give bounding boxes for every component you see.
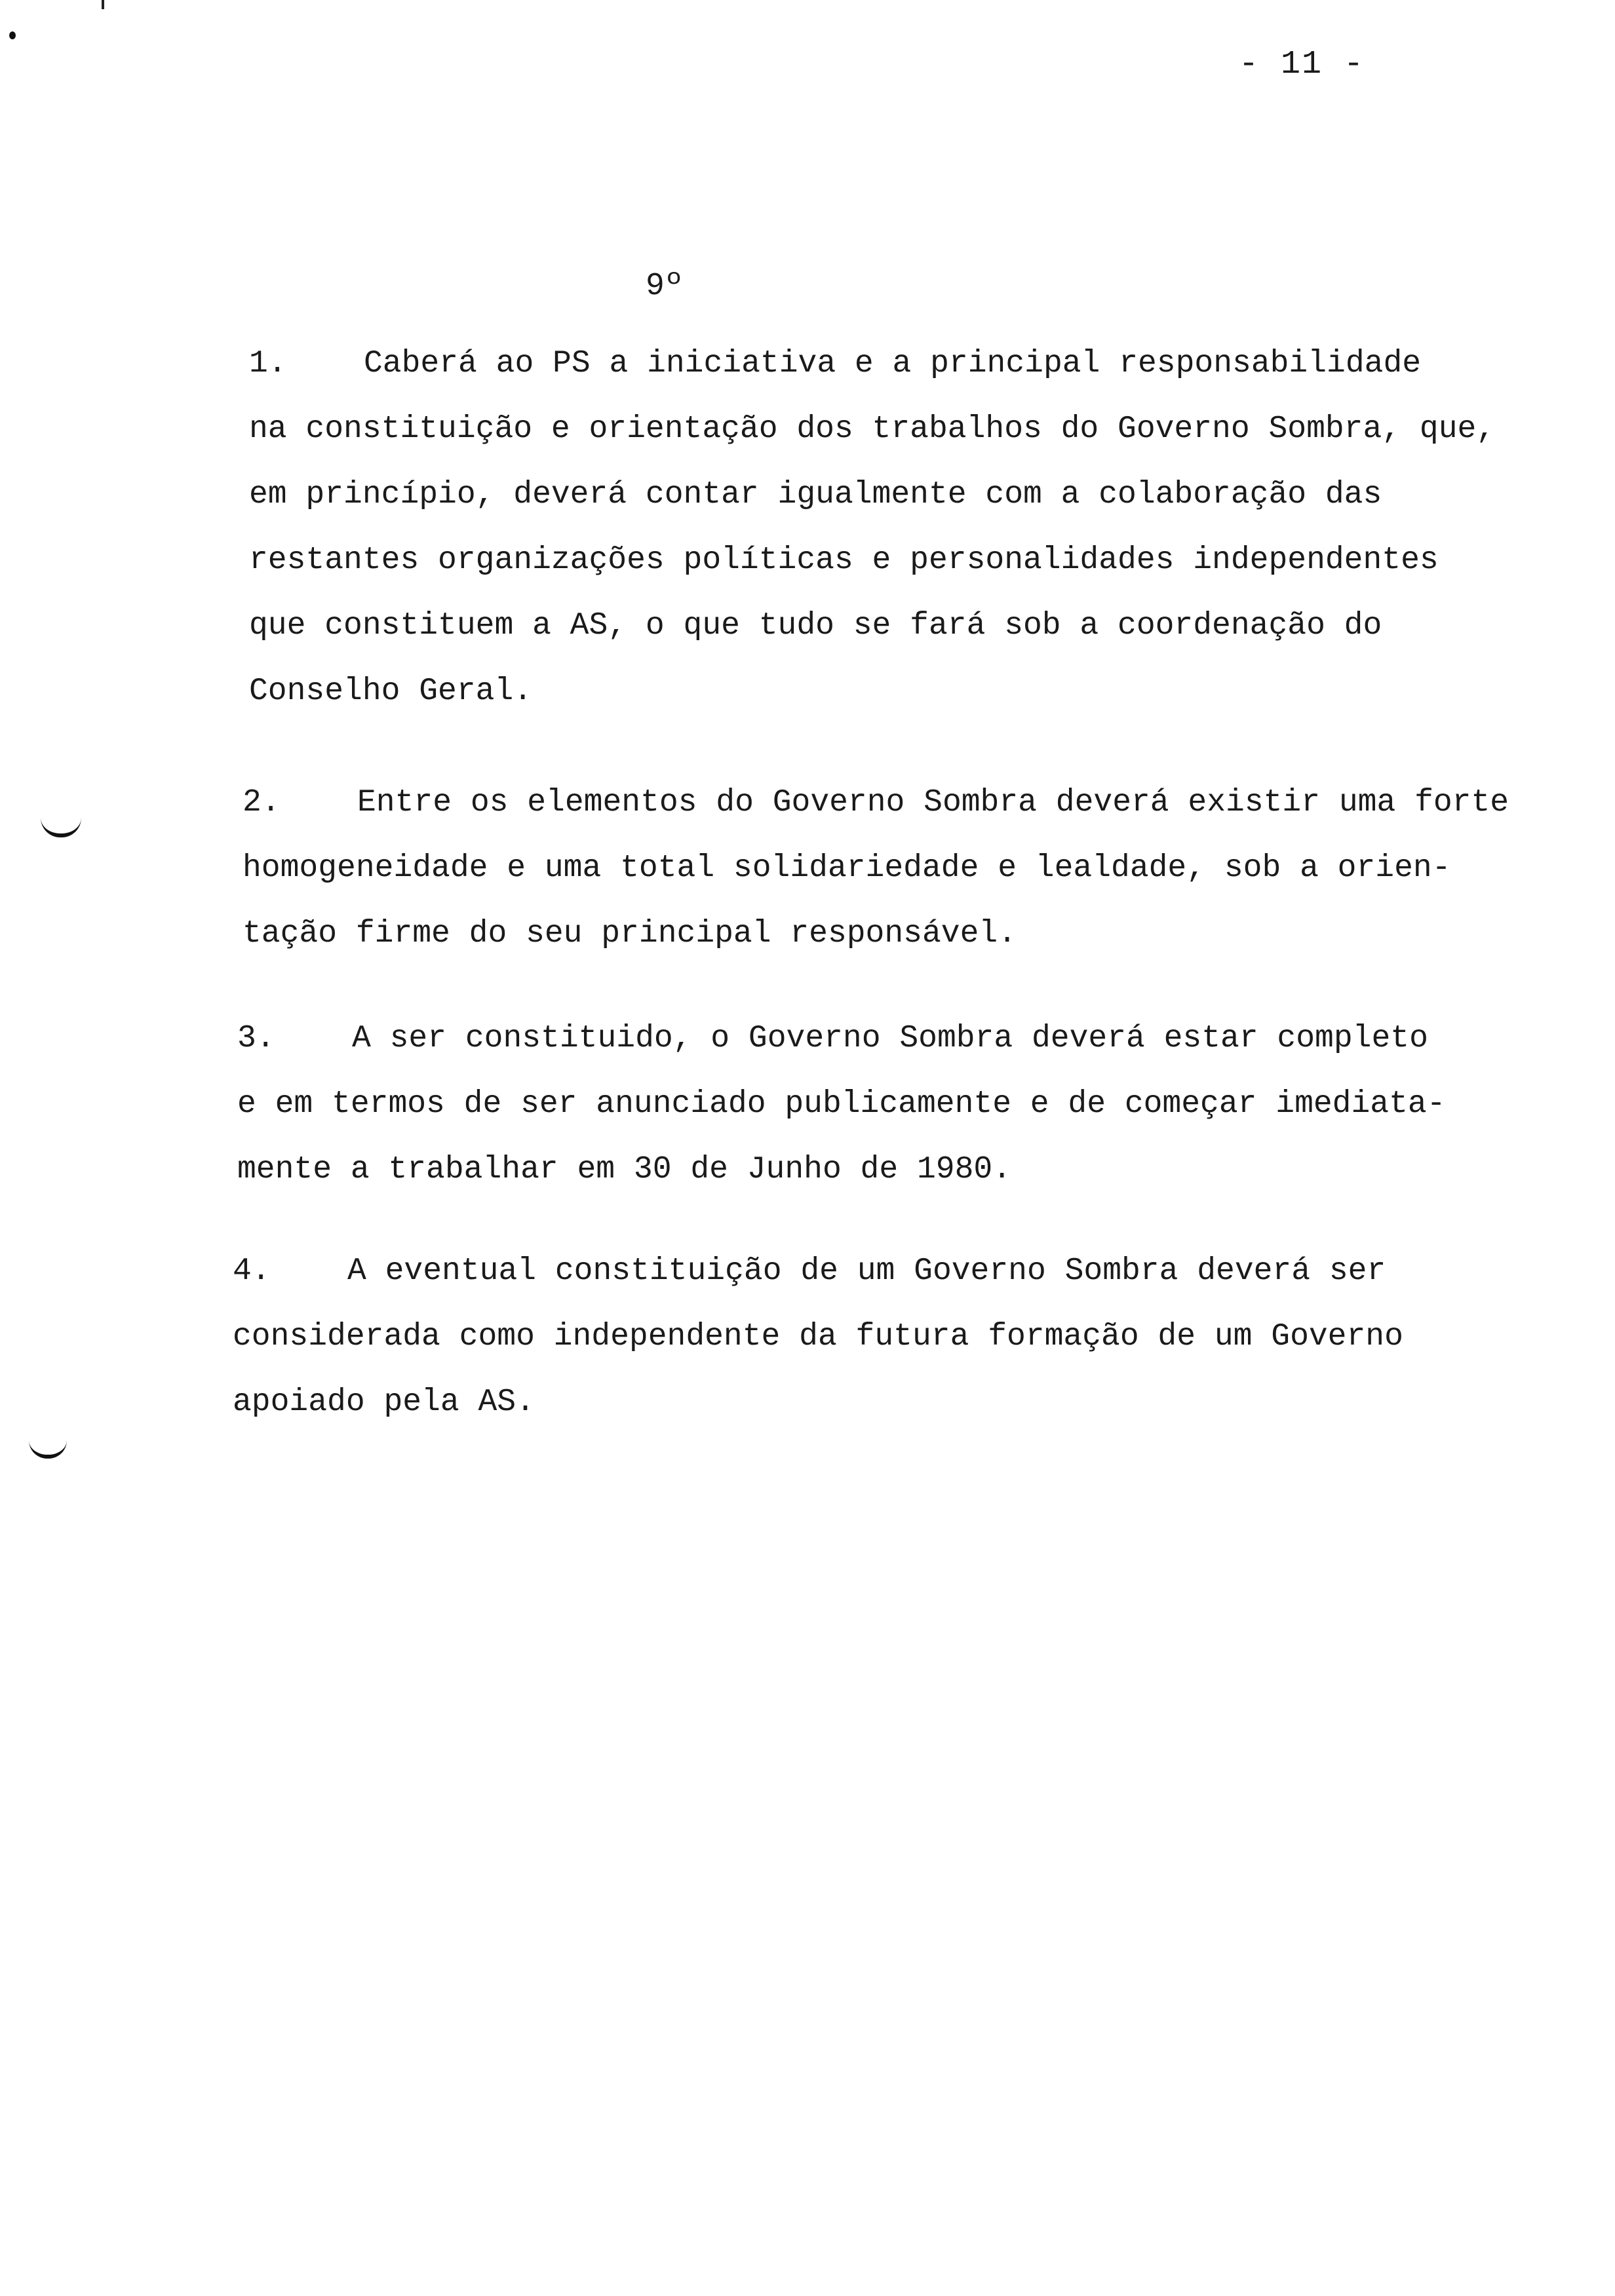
paragraph-item-3 bbox=[237, 1006, 1561, 1202]
paragraph-line: 3. A ser constituido, o Governo Sombra deverá estar completo bbox=[237, 1006, 1561, 1071]
paragraph-item-1 bbox=[249, 331, 1573, 724]
paragraph-line: tação firme do seu principal responsável. bbox=[243, 916, 1017, 951]
paragraph-line: 4. A eventual constituição de um Governo Sombra deverá ser bbox=[233, 1238, 1557, 1304]
paragraph-line: 2. Entre os elementos do Governo Sombra deverá existir uma forte bbox=[243, 770, 1566, 835]
paragraph-line: em princípio, deverá contar igualmente com a colaboração das bbox=[249, 477, 1382, 512]
margin-curve-mark bbox=[29, 1440, 67, 1459]
paragraph-line: Conselho Geral. bbox=[249, 674, 533, 709]
paragraph-line: restantes organizações políticas e personalidades independentes bbox=[249, 543, 1439, 578]
paragraph-line: 1. Caberá ao PS a iniciativa e a principal responsabilidade bbox=[249, 331, 1573, 396]
item-number: 4. bbox=[233, 1253, 271, 1289]
paragraph-line: mente a trabalhar em 30 de Junho de 1980. bbox=[237, 1152, 1011, 1187]
paragraph-item-2 bbox=[243, 770, 1566, 966]
section-number: 9º bbox=[646, 269, 684, 304]
margin-dot bbox=[9, 31, 16, 39]
paragraph-line: que constituem a AS, o que tudo se fará sob a coordenação do bbox=[249, 608, 1382, 643]
paragraph-line: na constituição e orientação dos trabalhos do Governo Sombra, que, bbox=[249, 411, 1496, 447]
item-number: 3. bbox=[237, 1021, 275, 1056]
paragraph-line: considerada como independente da futura formação de um Governo bbox=[233, 1319, 1403, 1354]
paragraph-line: apoiado pela AS. bbox=[233, 1385, 535, 1420]
page-number: - 11 - bbox=[1239, 46, 1365, 83]
item-number: 2. bbox=[243, 785, 281, 820]
margin-curve-mark bbox=[41, 818, 81, 837]
paragraph-item-4 bbox=[233, 1238, 1557, 1435]
margin-tick bbox=[102, 0, 104, 9]
paragraph-line: homogeneidade e uma total solidariedade e lealdade, sob a orien- bbox=[243, 851, 1451, 886]
item-number: 1. bbox=[249, 346, 287, 381]
paragraph-line: e em termos de ser anunciado publicamente e de começar imediata- bbox=[237, 1086, 1446, 1122]
